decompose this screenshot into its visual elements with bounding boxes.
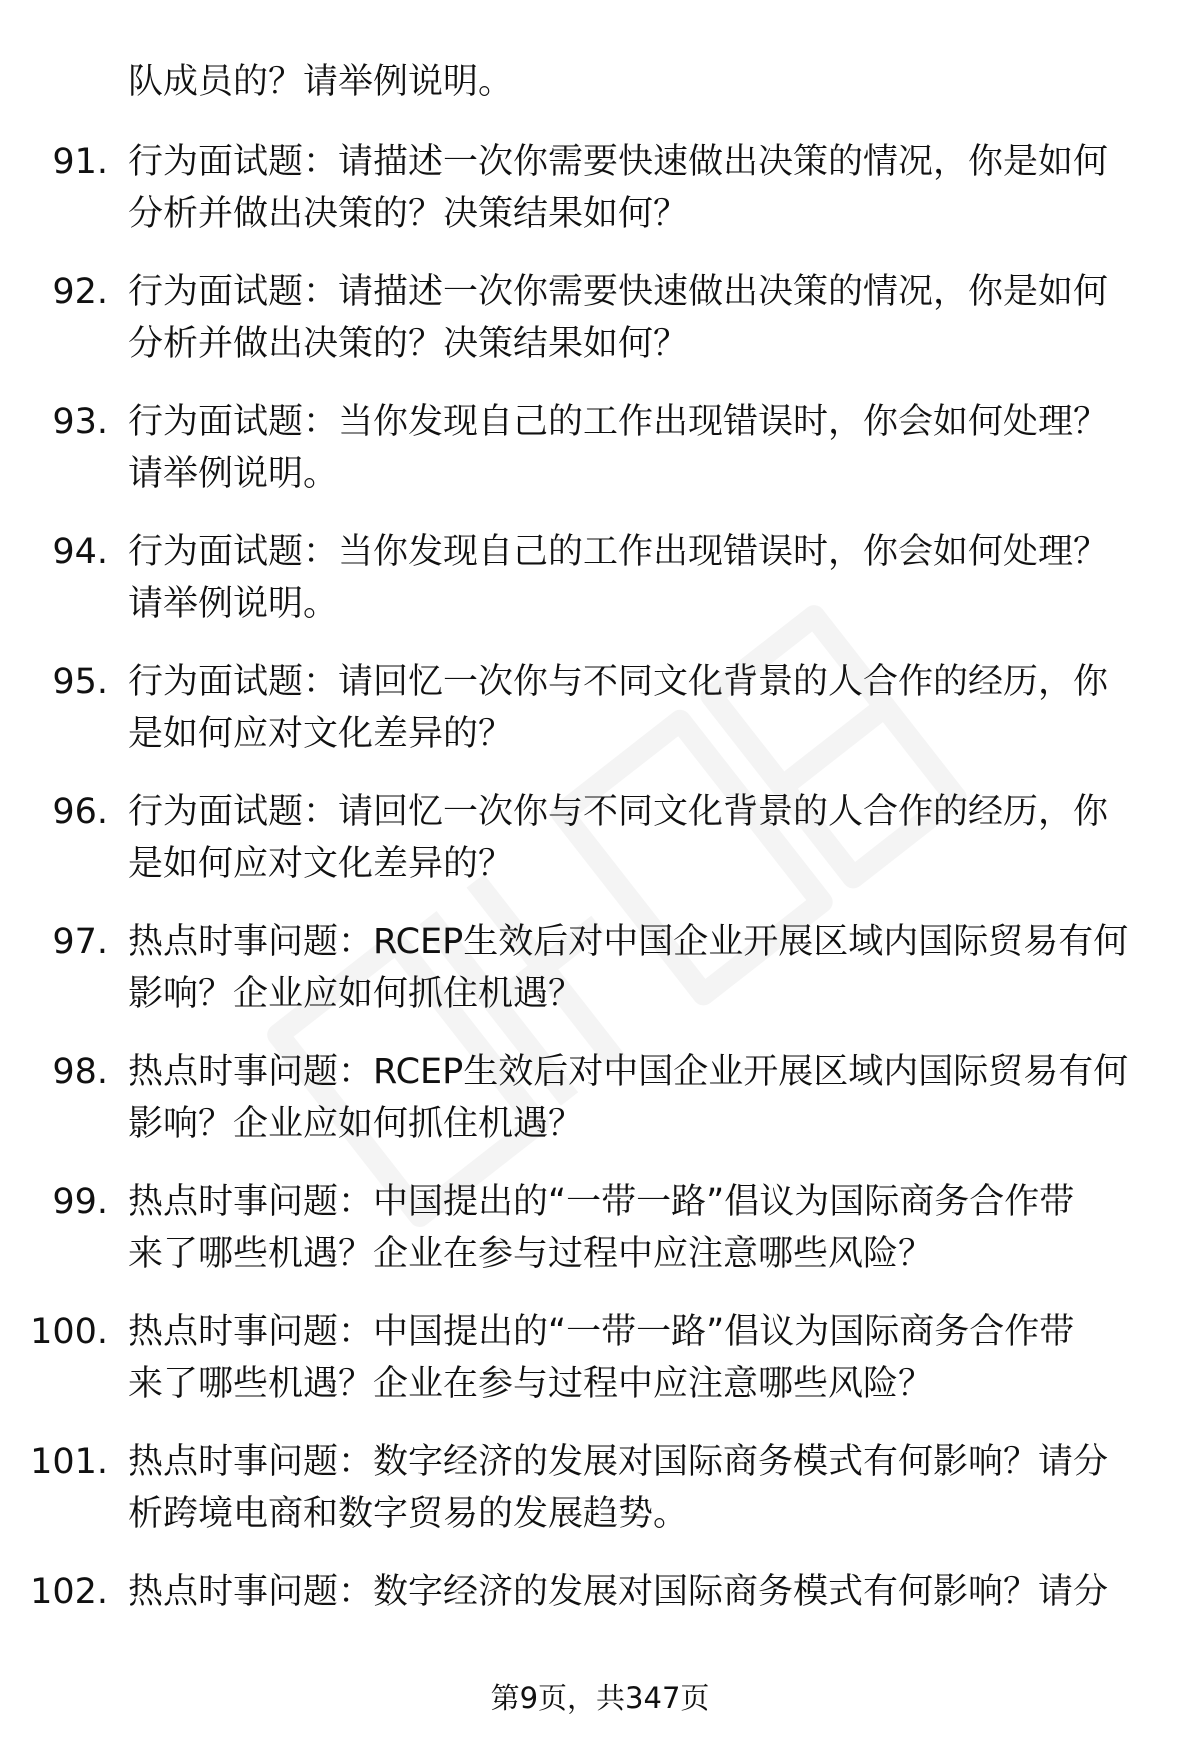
question-list [0, 136, 1200, 1696]
item-text [128, 1046, 1168, 1150]
item-text [128, 1566, 1168, 1618]
item-text-line: 行为面试题：请回忆一次你与不同文化背景的人合作的经历，你 [128, 662, 1109, 702]
item-text-line: 行为面试题：当你发现自己的工作出现错误时，你会如何处理？ [128, 532, 1109, 572]
item-text [128, 396, 1168, 500]
item-text-line: 行为面试题：请描述一次你需要快速做出决策的情况，你是如何 [128, 142, 1109, 182]
list-item [0, 916, 1200, 1046]
item-text [128, 1306, 1168, 1410]
item-text-line: 行为面试题：请回忆一次你与不同文化背景的人合作的经历，你 [128, 792, 1109, 832]
item-number: 100. [30, 1312, 108, 1352]
item-text-line: 分析并做出决策的？决策结果如何？ [128, 194, 689, 234]
item-number: 92. [52, 272, 108, 312]
item-text-line: 来了哪些机遇？企业在参与过程中应注意哪些风险？ [128, 1364, 934, 1404]
item-number: 93. [52, 402, 108, 442]
item-text-line: 影响？企业应如何抓住机遇？ [128, 1104, 584, 1144]
item-number: 95. [52, 662, 108, 702]
item-text-line: 热点时事问题：中国提出的“一带一路”倡议为国际商务合作带 [128, 1182, 1075, 1222]
item-text-line: 是如何应对文化差异的？ [128, 714, 514, 754]
item-number: 99. [52, 1182, 108, 1222]
item-number: 98. [52, 1052, 108, 1092]
item-text [128, 786, 1168, 890]
list-item [0, 1306, 1200, 1436]
list-item [0, 786, 1200, 916]
item-number: 91. [52, 142, 108, 182]
item-text-line: 热点时事问题：数字经济的发展对国际商务模式有何影响？请分 [128, 1442, 1109, 1482]
list-item [0, 136, 1200, 266]
item-text-line: 来了哪些机遇？企业在参与过程中应注意哪些风险？ [128, 1234, 934, 1274]
list-item [0, 1046, 1200, 1176]
continuation-text: 队成员的？请举例说明。 [128, 62, 514, 102]
item-text-line: 行为面试题：请描述一次你需要快速做出决策的情况，你是如何 [128, 272, 1109, 312]
item-text [128, 266, 1168, 370]
item-text [128, 136, 1168, 240]
item-number: 94. [52, 532, 108, 572]
item-text-line: 热点时事问题：RCEP生效后对中国企业开展区域内国际贸易有何 [128, 922, 1129, 962]
item-text-line: 是如何应对文化差异的？ [128, 844, 514, 884]
item-text-line: 影响？企业应如何抓住机遇？ [128, 974, 584, 1014]
page-footer: 第9页，共347页 [490, 1681, 710, 1715]
item-text [128, 1176, 1168, 1280]
item-text-line: 行为面试题：当你发现自己的工作出现错误时，你会如何处理？ [128, 402, 1109, 442]
item-text [128, 916, 1168, 1020]
list-item [0, 1566, 1200, 1696]
list-item [0, 1436, 1200, 1566]
list-item [0, 526, 1200, 656]
item-number: 96. [52, 792, 108, 832]
list-item [0, 266, 1200, 396]
list-item [0, 396, 1200, 526]
item-text-line: 热点时事问题：数字经济的发展对国际商务模式有何影响？请分 [128, 1572, 1109, 1612]
item-text-line: 分析并做出决策的？决策结果如何？ [128, 324, 689, 364]
item-text-line: 请举例说明。 [128, 584, 339, 624]
item-text-line: 热点时事问题：RCEP生效后对中国企业开展区域内国际贸易有何 [128, 1052, 1129, 1092]
item-text-line: 请举例说明。 [128, 454, 339, 494]
item-number: 101. [30, 1442, 108, 1482]
item-number: 97. [52, 922, 108, 962]
list-item [0, 1176, 1200, 1306]
item-text [128, 1436, 1168, 1540]
list-item [0, 656, 1200, 786]
item-text-line: 析跨境电商和数字贸易的发展趋势。 [128, 1494, 689, 1534]
item-number: 102. [30, 1572, 108, 1612]
item-text [128, 526, 1168, 630]
item-text-line: 热点时事问题：中国提出的“一带一路”倡议为国际商务合作带 [128, 1312, 1075, 1352]
item-text [128, 656, 1168, 760]
